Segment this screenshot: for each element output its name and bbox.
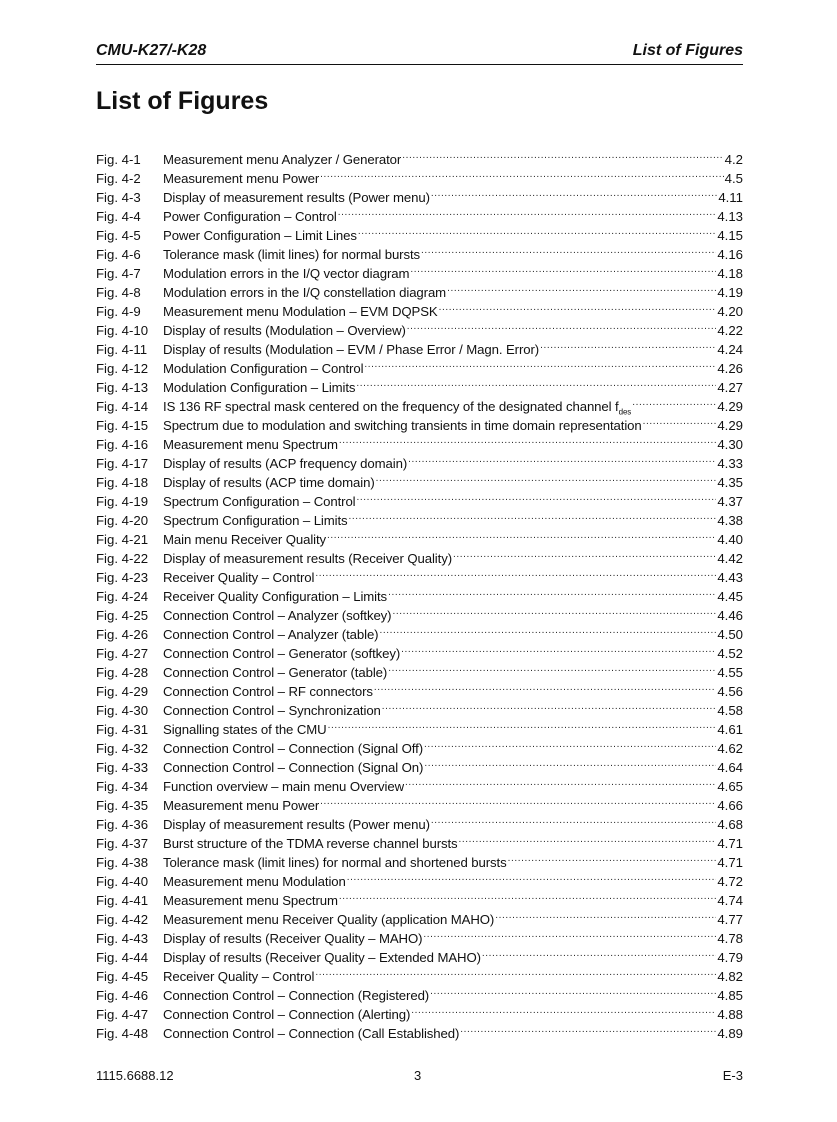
dot-leader — [376, 468, 717, 487]
dot-leader — [357, 487, 717, 506]
dot-leader — [421, 240, 716, 259]
dot-leader — [388, 582, 716, 601]
figure-number: Fig. 4-20 — [96, 513, 149, 528]
figure-title — [163, 891, 338, 910]
figure-number: Fig. 4-33 — [96, 760, 149, 775]
dot-leader — [320, 164, 724, 183]
dot-leader — [423, 924, 716, 943]
figure-number: Fig. 4-13 — [96, 380, 149, 395]
footer-document-number: 1115.6688.12 — [96, 1068, 174, 1083]
figure-title-text: Signalling states of the CMU — [163, 722, 327, 737]
figure-title-text: Receiver Quality – Control — [163, 969, 315, 984]
figure-number: Fig. 4-14 — [96, 399, 149, 414]
figure-title-text: Spectrum due to modulation and switching transients in time domain representation — [163, 418, 642, 433]
dot-leader — [328, 715, 717, 734]
figure-number: Fig. 4-25 — [96, 608, 149, 623]
figure-title — [163, 929, 422, 948]
figure-title-text: Modulation Configuration – Control — [163, 361, 364, 376]
figure-number: Fig. 4-44 — [96, 950, 149, 965]
figure-title — [163, 321, 406, 340]
figure-number: Fig. 4-10 — [96, 323, 149, 338]
dot-leader — [347, 867, 717, 886]
figure-title — [163, 587, 387, 606]
figure-title — [163, 796, 319, 815]
figure-number: Fig. 4-47 — [96, 1007, 149, 1022]
figure-page-number: 4.22 — [717, 323, 743, 338]
dot-leader — [407, 316, 717, 335]
figure-title — [163, 378, 355, 397]
figure-title — [163, 682, 373, 701]
figure-page-number: 4.71 — [717, 836, 743, 851]
figure-title-text: Measurement menu Spectrum — [163, 437, 338, 452]
figure-title-text: Connection Control – Connection (Signal On) — [163, 760, 424, 775]
dot-leader — [338, 202, 717, 221]
figure-title-text: Receiver Quality – Control — [163, 570, 315, 585]
figure-page-number: 4.46 — [717, 608, 743, 623]
figure-page-number: 4.62 — [717, 741, 743, 756]
dot-leader — [392, 601, 716, 620]
dot-leader — [358, 221, 716, 240]
figure-title-text: IS 136 RF spectral mask centered on the frequency of the designated channel f — [163, 399, 619, 414]
figure-page-number: 4.82 — [717, 969, 743, 984]
dot-leader — [382, 696, 717, 715]
figure-title-text: Display of measurement results (Power menu) — [163, 817, 430, 832]
dot-leader — [459, 829, 717, 848]
figure-number: Fig. 4-30 — [96, 703, 149, 718]
figure-title-text: Measurement menu Analyzer / Generator — [163, 152, 402, 167]
figure-number: Fig. 4-5 — [96, 228, 141, 243]
figure-page-number: 4.74 — [717, 893, 743, 908]
dot-leader — [379, 620, 716, 639]
figure-page-number: 4.35 — [717, 475, 743, 490]
figure-title-text: Receiver Quality Configuration – Limits — [163, 589, 388, 604]
figure-page-number: 4.2 — [724, 152, 743, 167]
figure-title-text: Display of results (ACP time domain) — [163, 475, 375, 490]
dot-leader — [405, 772, 716, 791]
figure-page-number: 4.45 — [717, 589, 743, 604]
figure-title-text: Modulation errors in the I/Q vector diagram — [163, 266, 410, 281]
figure-page-number: 4.50 — [717, 627, 743, 642]
figure-title-text: Spectrum Configuration – Limits — [163, 513, 348, 528]
figure-number: Fig. 4-29 — [96, 684, 149, 699]
dot-leader — [540, 335, 716, 354]
figure-title-text: Tolerance mask (limit lines) for normal bursts — [163, 247, 421, 262]
figure-page-number: 4.30 — [717, 437, 743, 452]
figure-title-text: Power Configuration – Control — [163, 209, 337, 224]
figure-page-number: 4.55 — [717, 665, 743, 680]
figure-title-text: Connection Control – Connection (Registered) — [163, 988, 430, 1003]
figure-page-number: 4.19 — [717, 285, 743, 300]
figure-title-text: Measurement menu Receiver Quality (application MAHO) — [163, 912, 495, 927]
figure-number: Fig. 4-1 — [96, 152, 141, 167]
figure-title-text: Main menu Receiver Quality — [163, 532, 327, 547]
figure-page-number: 4.40 — [717, 532, 743, 547]
figure-number: Fig. 4-37 — [96, 836, 149, 851]
figure-page-number: 4.15 — [717, 228, 743, 243]
figure-title — [163, 967, 314, 986]
figure-title — [163, 169, 319, 188]
dot-leader — [364, 354, 716, 373]
figure-number: Fig. 4-26 — [96, 627, 149, 642]
figure-page-number: 4.89 — [717, 1026, 743, 1041]
figure-title-text: Modulation Configuration – Limits — [163, 380, 356, 395]
figure-title-text: Connection Control – Synchronization — [163, 703, 381, 718]
figure-title-text: Connection Control – Generator (softkey) — [163, 646, 401, 661]
figure-number: Fig. 4-24 — [96, 589, 149, 604]
figure-title — [163, 872, 346, 891]
dot-leader — [411, 1000, 716, 1019]
dot-leader — [402, 145, 723, 164]
figure-title-text: Connection Control – Connection (Signal Off) — [163, 741, 423, 756]
figure-title — [163, 530, 326, 549]
footer-section-page: E-3 — [722, 1068, 743, 1083]
dot-leader — [410, 259, 716, 278]
figure-title — [163, 1024, 459, 1043]
figure-number: Fig. 4-45 — [96, 969, 149, 984]
figure-number: Fig. 4-3 — [96, 190, 141, 205]
figure-title — [163, 568, 314, 587]
figure-number: Fig. 4-17 — [96, 456, 149, 471]
dot-leader — [453, 544, 716, 563]
dot-leader — [339, 430, 716, 449]
figure-number: Fig. 4-31 — [96, 722, 149, 737]
figure-title-text: Display of results (Modulation – Overview) — [163, 323, 406, 338]
figure-title — [163, 606, 391, 625]
figure-page-number: 4.5 — [724, 171, 743, 186]
figure-number: Fig. 4-15 — [96, 418, 149, 433]
figure-title — [163, 435, 338, 454]
figure-page-number: 4.71 — [717, 855, 743, 870]
figure-number: Fig. 4-19 — [96, 494, 149, 509]
figure-number: Fig. 4-21 — [96, 532, 149, 547]
figure-title — [163, 986, 429, 1005]
figure-number: Fig. 4-48 — [96, 1026, 149, 1041]
dot-leader — [315, 962, 716, 981]
figure-title — [163, 834, 458, 853]
figure-title — [163, 264, 409, 283]
figure-title-text: Display of measurement results (Power menu) — [163, 190, 430, 205]
figure-page-number: 4.29 — [717, 399, 743, 414]
figure-title-text: Measurement menu Modulation – EVM DQPSK — [163, 304, 438, 319]
dot-leader — [643, 411, 717, 430]
figure-page-number: 4.52 — [717, 646, 743, 661]
figure-page-number: 4.29 — [717, 418, 743, 433]
figure-title — [163, 245, 420, 264]
page-footer — [96, 1068, 743, 1086]
figure-number: Fig. 4-9 — [96, 304, 141, 319]
figure-page-number: 4.85 — [717, 988, 743, 1003]
figure-list-item — [96, 145, 743, 167]
figure-page-number: 4.24 — [717, 342, 743, 357]
figure-title-text: Display of results (Modulation – EVM / Phase Error / Magn. Error) — [163, 342, 540, 357]
figure-number: Fig. 4-38 — [96, 855, 149, 870]
page-title: List of Figures — [96, 87, 269, 115]
figure-page-number: 4.64 — [717, 760, 743, 775]
figure-title-text: Power Configuration – Limit Lines — [163, 228, 357, 243]
figure-number: Fig. 4-23 — [96, 570, 149, 585]
dot-leader — [632, 392, 716, 411]
dot-leader — [374, 677, 716, 696]
figure-number: Fig. 4-2 — [96, 171, 141, 186]
figure-title-text: Measurement menu Power — [163, 798, 320, 813]
figure-number: Fig. 4-41 — [96, 893, 149, 908]
figure-title-text: Connection Control – Connection (Alerting) — [163, 1007, 411, 1022]
dot-leader — [424, 734, 716, 753]
dot-leader — [430, 981, 716, 1000]
figure-title — [163, 207, 337, 226]
figure-page-number: 4.26 — [717, 361, 743, 376]
dot-leader — [339, 886, 716, 905]
figure-title-text: Modulation errors in the I/Q constellation diagram — [163, 285, 447, 300]
figure-number: Fig. 4-4 — [96, 209, 141, 224]
figure-title-text: Display of results (ACP frequency domain) — [163, 456, 408, 471]
figure-title-text: Connection Control – Analyzer (softkey) — [163, 608, 392, 623]
figure-title — [163, 397, 631, 416]
figure-page-number: 4.79 — [717, 950, 743, 965]
figure-number: Fig. 4-46 — [96, 988, 149, 1003]
figure-title-text: Connection Control – Connection (Call Established) — [163, 1026, 460, 1041]
dot-leader — [315, 563, 716, 582]
figure-number: Fig. 4-42 — [96, 912, 149, 927]
figure-number: Fig. 4-22 — [96, 551, 149, 566]
figure-title-text: Connection Control – RF connectors — [163, 684, 373, 699]
dot-leader — [356, 373, 716, 392]
dot-leader — [508, 848, 717, 867]
figure-title — [163, 644, 400, 663]
figure-title — [163, 359, 363, 378]
figure-page-number: 4.27 — [717, 380, 743, 395]
figure-page-number: 4.78 — [717, 931, 743, 946]
figure-title — [163, 492, 356, 511]
figure-title-text: Connection Control – Generator (table) — [163, 665, 388, 680]
figure-number: Fig. 4-35 — [96, 798, 149, 813]
figure-title — [163, 302, 438, 321]
figure-page-number: 4.16 — [717, 247, 743, 262]
figure-title-text: Measurement menu Modulation — [163, 874, 346, 889]
figure-page-number: 4.88 — [717, 1007, 743, 1022]
figure-title-text: Measurement menu Power — [163, 171, 320, 186]
dot-leader — [408, 449, 716, 468]
figure-page-number: 4.65 — [717, 779, 743, 794]
figure-page-number: 4.68 — [717, 817, 743, 832]
figure-title — [163, 625, 378, 644]
figure-title-text: Burst structure of the TDMA reverse channel bursts — [163, 836, 458, 851]
figure-number: Fig. 4-27 — [96, 646, 149, 661]
figure-number: Fig. 4-36 — [96, 817, 149, 832]
figure-page-number: 4.43 — [717, 570, 743, 585]
dot-leader — [482, 943, 716, 962]
figure-title-subscript: des — [618, 407, 632, 416]
figure-title-text: Tolerance mask (limit lines) for normal and shortened bursts — [163, 855, 507, 870]
figure-page-number: 4.56 — [717, 684, 743, 699]
dot-leader — [327, 525, 716, 544]
figure-page-number: 4.37 — [717, 494, 743, 509]
figure-list — [96, 145, 743, 1041]
figure-number: Fig. 4-34 — [96, 779, 149, 794]
dot-leader — [495, 905, 716, 924]
figure-number: Fig. 4-16 — [96, 437, 149, 452]
figure-page-number: 4.33 — [717, 456, 743, 471]
figure-title — [163, 473, 375, 492]
dot-leader — [439, 297, 717, 316]
figure-number: Fig. 4-43 — [96, 931, 149, 946]
figure-number: Fig. 4-12 — [96, 361, 149, 376]
dot-leader — [431, 810, 716, 829]
header-product-name: CMU-K27/-K28 — [96, 42, 207, 59]
dot-leader — [431, 183, 717, 202]
figure-page-number: 4.13 — [717, 209, 743, 224]
figure-title — [163, 720, 327, 739]
figure-title-text: Display of results (Receiver Quality – MAHO) — [163, 931, 423, 946]
figure-title — [163, 758, 423, 777]
dot-leader — [447, 278, 716, 297]
dot-leader — [460, 1019, 716, 1038]
figure-title — [163, 739, 423, 758]
figure-page-number: 4.38 — [717, 513, 743, 528]
figure-number: Fig. 4-28 — [96, 665, 149, 680]
figure-title-text: Spectrum Configuration – Control — [163, 494, 356, 509]
header-section-name: List of Figures — [632, 42, 743, 59]
figure-title — [163, 1005, 410, 1024]
running-header — [96, 42, 743, 65]
dot-leader — [349, 506, 717, 525]
figure-title — [163, 815, 430, 834]
figure-number: Fig. 4-11 — [96, 342, 148, 357]
figure-title-text: Measurement menu Spectrum — [163, 893, 338, 908]
figure-page-number: 4.18 — [717, 266, 743, 281]
figure-title — [163, 511, 348, 530]
figure-number: Fig. 4-8 — [96, 285, 141, 300]
figure-title-text: Connection Control – Analyzer (table) — [163, 627, 379, 642]
figure-page-number: 4.72 — [717, 874, 743, 889]
figure-title-text: Display of results (Receiver Quality – Extended MAHO) — [163, 950, 481, 965]
figure-title — [163, 226, 357, 245]
figure-page-number: 4.61 — [717, 722, 743, 737]
dot-leader — [424, 753, 716, 772]
figure-page-number: 4.58 — [717, 703, 743, 718]
figure-title-text: Display of measurement results (Receiver Quality) — [163, 551, 452, 566]
figure-title — [163, 283, 446, 302]
footer-page-number: 3 — [414, 1068, 422, 1083]
figure-title — [163, 454, 407, 473]
figure-page-number: 4.77 — [717, 912, 743, 927]
figure-page-number: 4.42 — [717, 551, 743, 566]
figure-number: Fig. 4-7 — [96, 266, 141, 281]
figure-title-text: Function overview – main menu Overview — [163, 779, 404, 794]
figure-number: Fig. 4-6 — [96, 247, 141, 262]
figure-page-number: 4.20 — [717, 304, 743, 319]
dot-leader — [388, 658, 716, 677]
figure-title — [163, 663, 387, 682]
figure-page-number: 4.66 — [717, 798, 743, 813]
figure-number: Fig. 4-32 — [96, 741, 149, 756]
dot-leader — [401, 639, 716, 658]
figure-page-number: 4.11 — [718, 190, 743, 205]
dot-leader — [320, 791, 716, 810]
figure-number: Fig. 4-40 — [96, 874, 149, 889]
figure-number: Fig. 4-18 — [96, 475, 149, 490]
